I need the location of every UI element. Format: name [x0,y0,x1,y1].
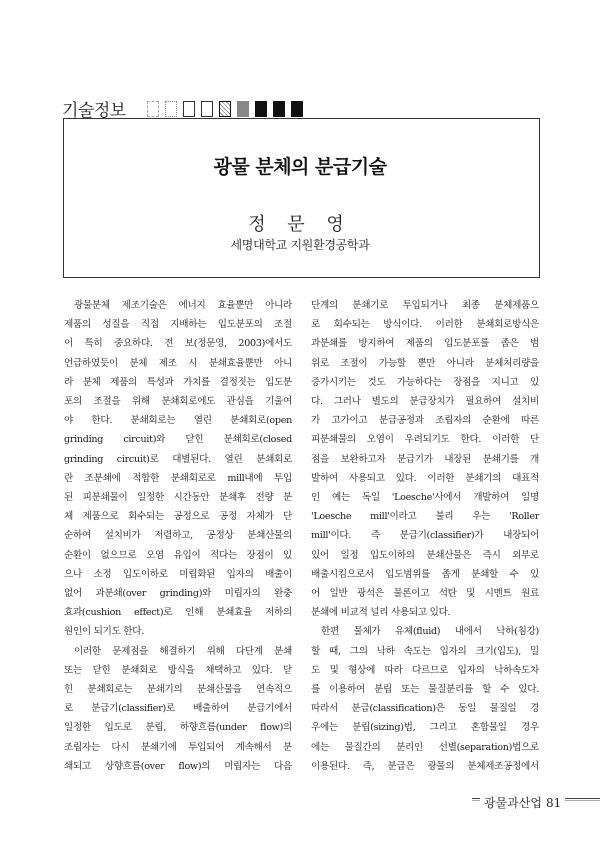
text-line: 도 및 형상에 따라 다르므로 입자의 낙하속도차 [311,664,539,676]
dotted-square-icon [165,101,177,117]
author-affiliation: 세명대학교 지원환경공학과 [230,238,370,252]
text-line: 순하여 설치비가 저렴하고, 공정상 분쇄산물의 [64,530,292,542]
text-line: 라 분체 제품의 특성과 가치를 결정짓는 입도분 [64,376,292,388]
text-line: 어 일반 광석은 물론이고 석탄 및 시멘트 원료 [311,588,539,600]
black-square-icon [273,101,285,117]
right-column [311,296,539,776]
text-line: 원인이 되기도 한다. [64,626,144,638]
text-line: 란 조분쇄에 적합한 분쇄회로로 mill내에 투입 [64,472,292,484]
section-label: 기술정보 [62,101,126,121]
text-line: 일정한 입도로 분립, 하향흐름(under flow)의 [64,722,292,734]
text-line: 광물분체 제조기술은 에너지 효율뿐만 아니라 [74,300,292,311]
black-square-icon [255,101,267,117]
text-line: 다. 그러나 별도의 분급장치가 필요하여 설치비 [311,396,539,408]
hatched-square-icon [219,101,231,117]
text-line: 점을 보완하고자 분급기가 내장된 분쇄기를 개 [311,453,539,465]
text-line: 가 고가이고 분급공정과 조립자의 순환에 따른 [311,415,539,427]
left-column [64,296,292,776]
text-line: 한편 물체가 유체(fluid) 내에서 낙하(침강) [321,626,539,638]
text-line: 있어 일정 입도이하의 분쇄산물은 즉시 외부로 [311,549,539,561]
text-line: 과분쇄를 방지하여 제품의 입도분포를 좁은 범 [311,338,539,350]
text-line: 포의 조절을 위해 분쇄회로에도 관심을 기울여 [64,396,292,408]
text-line: 인 예는 독일 'Loesche'사에서 개발하여 일명 [311,492,539,504]
text-line: 단계의 분쇄기로 투입되거나 최종 분체제품으 [311,300,539,311]
text-line: 발하여 사용되고 있다. 이러한 분쇄기의 대표적 [311,472,539,484]
text-line: 배출시킴으로서 입도범위를 좁게 분쇄할 수 있 [311,568,539,580]
text-line: 으나 소정 입도이하로 미립화된 입자의 배출이 [64,568,292,580]
journal-name: 광물과산업 [484,796,542,810]
author-name: 정 문 영 [248,214,352,235]
black-square-icon [291,101,303,117]
outline-square-icon [183,101,195,117]
gray-square-icon [237,101,249,117]
text-line: 순환이 없으므로 오염 유입이 적다는 장점이 있 [64,549,292,561]
text-line: 로 분급기(classifier)로 배출하여 분급기에서 [64,703,292,715]
text-line: 된 피분쇄물이 일정한 시간동안 분쇄후 전량 분 [64,492,292,504]
text-line: 증가시키는 것도 가능하다는 장점을 지니고 있 [311,376,539,388]
text-line: 로 회수되는 방식이다. 이러한 분쇄회로방식은 [311,319,539,331]
text-line: 이 특히 중요하다. 전 보(정문영, 2003)에서도 [64,338,292,350]
text-line: 피분쇄물의 오염이 우려되기도 한다. 이러한 단 [311,434,539,446]
text-line: 위로 조절이 가능할 뿐만 아니라 분체처리량을 [311,357,539,369]
text-line: 효과(cushion effect)로 인해 분쇄효율 저하의 [64,607,292,619]
text-line: 를 이용하여 분립 또는 물질분리를 할 수 있다. [311,684,539,696]
page-number: 81 [545,796,562,810]
text-line: 또는 닫힌 분쇄회로 방식을 채택하고 있다. 닫 [64,664,292,676]
text-line: 체 제품으로 회수되는 공정으로 공정 자체가 단 [64,511,292,523]
text-line: 없어 과분쇄(over grinding)와 미립자의 완충 [64,588,292,600]
text-line: grinding circuit)와 닫힌 분쇄회로(closed [64,434,292,446]
text-line: 분쇄에 비교적 널리 사용되고 있다. [311,607,451,619]
text-line: 따라서 분급(classification)은 동일 물질일 경 [311,703,539,715]
text-line: 우에는 분립(sizing)법, 그리고 혼합물일 경우 [311,722,539,734]
text-line: 이용된다. 즉, 분급은 광물의 분체제조공정에서 [311,760,539,772]
text-line: 쇄되고 상향흐름(over flow)의 미립자는 다음 [64,760,292,772]
text-line: 언급하였듯이 분체 제조 시 분쇄효율뿐만 아니 [64,357,292,369]
text-line: 할 때, 그의 낙하 속도는 입자의 크기(입도), 밀 [311,645,539,657]
text-line: 조립자는 다시 분쇄기에 투입되어 계속해서 분 [64,741,292,753]
dashed-square-icon [147,101,159,117]
outline-square-icon [201,101,213,117]
text-line: 이러한 문제점을 해결하기 위해 다단계 분쇄 [74,645,292,657]
text-line: mill'이다. 즉 분급기(classifier)가 내장되어 [311,530,539,542]
text-line: 제품의 성질을 직접 지배하는 입도분포의 조절 [64,319,292,331]
text-line: 야 한다. 분쇄회로는 열린 분쇄회로(open [64,415,292,427]
text-line: grinding circuit)로 대별된다. 열린 분쇄회로 [64,453,292,465]
text-line: 'Loesche mill'이라고 불리 우는 'Roller [311,511,539,523]
article-title: 광물 분체의 분급기술 [213,156,387,178]
title-box [63,118,540,278]
text-line: 힌 분쇄회로는 분쇄기의 분쇄산물을 연속적으 [64,684,292,696]
text-line: 에는 물질간의 분리인 선별(separation)법으로 [311,741,539,753]
page-footer [480,794,565,811]
